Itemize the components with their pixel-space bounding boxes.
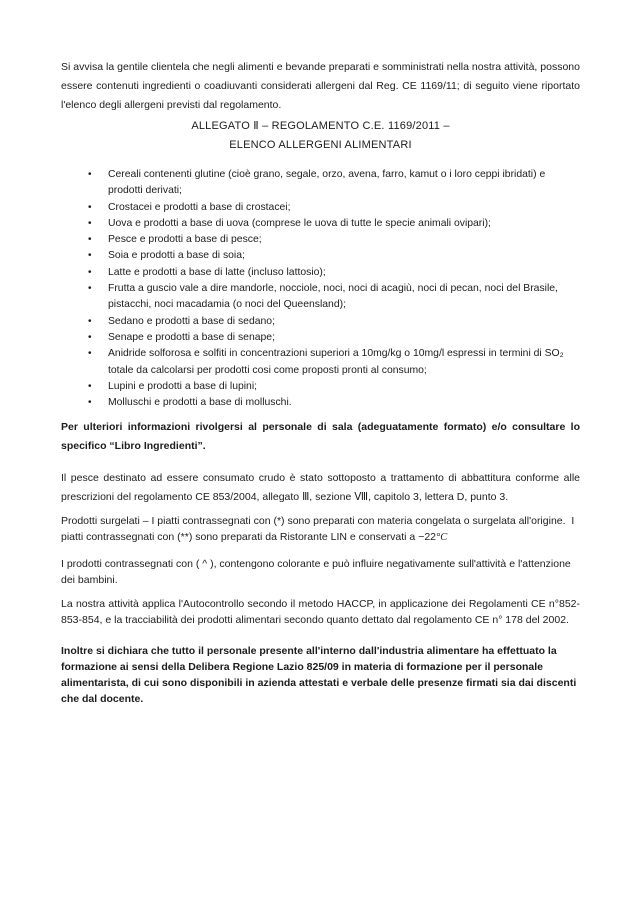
- allergen-list: [61, 167, 580, 411]
- allergen-item: • Lupini e prodotti a base di lupini;: [61, 379, 580, 395]
- allergen-item: • Crostacei e prodotti a base di crostacei;: [61, 200, 580, 216]
- document-title-line1: ALLEGATO Ⅱ – REGOLAMENTO C.E. 1169/2011 –: [191, 120, 450, 132]
- staff-training-paragraph: Inoltre si dichiara che tutto il personale presente all'interno dall'industria alimentare ha effettuato la formazione ai sensi della Delibera Regione Lazio 825/09 in materia di formazione per il personale alimentarista, di cui sono disponibili in azienda attestati e verbale delle presenze firmati sia dai discenti che dal docente.: [61, 645, 577, 706]
- allergen-item: • Cereali contenenti glutine (cioè grano, segale, orzo, avena, farro, kamut o i loro ceppi ibridati) e prodotti derivati;: [61, 167, 580, 200]
- allergen-item: • Pesce e prodotti a base di pesce;: [61, 232, 580, 248]
- allergen-item: • Molluschi e prodotti a base di molluschi.: [61, 395, 580, 411]
- allergen-item: • Sedano e prodotti a base di sedano;: [61, 314, 580, 330]
- intro-paragraph: Si avvisa la gentile clientela che negli alimenti e bevande preparati e somministrati nella nostra attività, possono essere contenuti ingredienti o coadiuvanti considerati allergeni dal Reg. CE 1169/11; di seguito viene riportato l'elenco degli allergeni previsti dal regolamento.: [61, 61, 580, 111]
- document-title-line2: ELENCO ALLERGENI ALIMENTARI: [229, 139, 412, 151]
- allergen-item: • Frutta a guscio vale a dire mandorle, nocciole, noci, noci di acagiù, noci di pecan, noci del Brasile, pistacchi, noci macadamia (o noci del Queensland);: [61, 281, 580, 314]
- frozen-products-text: Prodotti surgelati – I piatti contrassegnati con (*) sono preparati con materia congelata o surgelata all'origine. I piatti contrassegnati con (**) sono preparati da Ristorante LIN e conservati a −22: [61, 515, 575, 544]
- more-info-paragraph: Per ulteriori informazioni rivolgersi al personale di sala (adeguatamente formato) e/o consultare lo specifico “Libro Ingredienti”.: [61, 421, 580, 453]
- document-title: [61, 117, 580, 155]
- allergen-item: • Latte e prodotti a base di latte (incluso lattosio);: [61, 265, 580, 281]
- colorant-paragraph: I prodotti contrassegnati con ( ^ ), contengono colorante e può influire negativamente sull'attività e l'attenzione dei bambini.: [61, 558, 571, 587]
- raw-fish-paragraph: Il pesce destinato ad essere consumato crudo è stato sottoposto a trattamento di abbattitura conforme alle prescrizioni del regolamento CE 853/2004, allegato Ⅲ, sezione Ⅷ, capitolo 3, lettera D, punto 3.: [61, 472, 580, 504]
- haccp-paragraph: La nostra attività applica l'Autocontrollo secondo il metodo HACCP, in applicazione dei Regolamenti CE n°852-853-854, e la tracciabilità dei prodotti alimentari secondo quanto dettato dal regolamento CE n° 178 del 2002.: [61, 598, 580, 627]
- frozen-products-paragraph: [61, 513, 580, 546]
- allergen-item: • Senape e prodotti a base di senape;: [61, 330, 580, 346]
- temperature-unit: °C: [436, 532, 448, 544]
- allergen-item: • Uova e prodotti a base di uova (comprese le uova di tutte le specie animali ovipari);: [61, 216, 580, 232]
- allergen-item: • Anidride solforosa e solfiti in concentrazioni superiori a 10mg/kg o 10mg/l espressi in termini di SO₂ totale da calcolarsi per prodotti cosi come proposti pronti al consumo;: [61, 346, 580, 379]
- allergen-item: • Soia e prodotti a base di soia;: [61, 248, 580, 264]
